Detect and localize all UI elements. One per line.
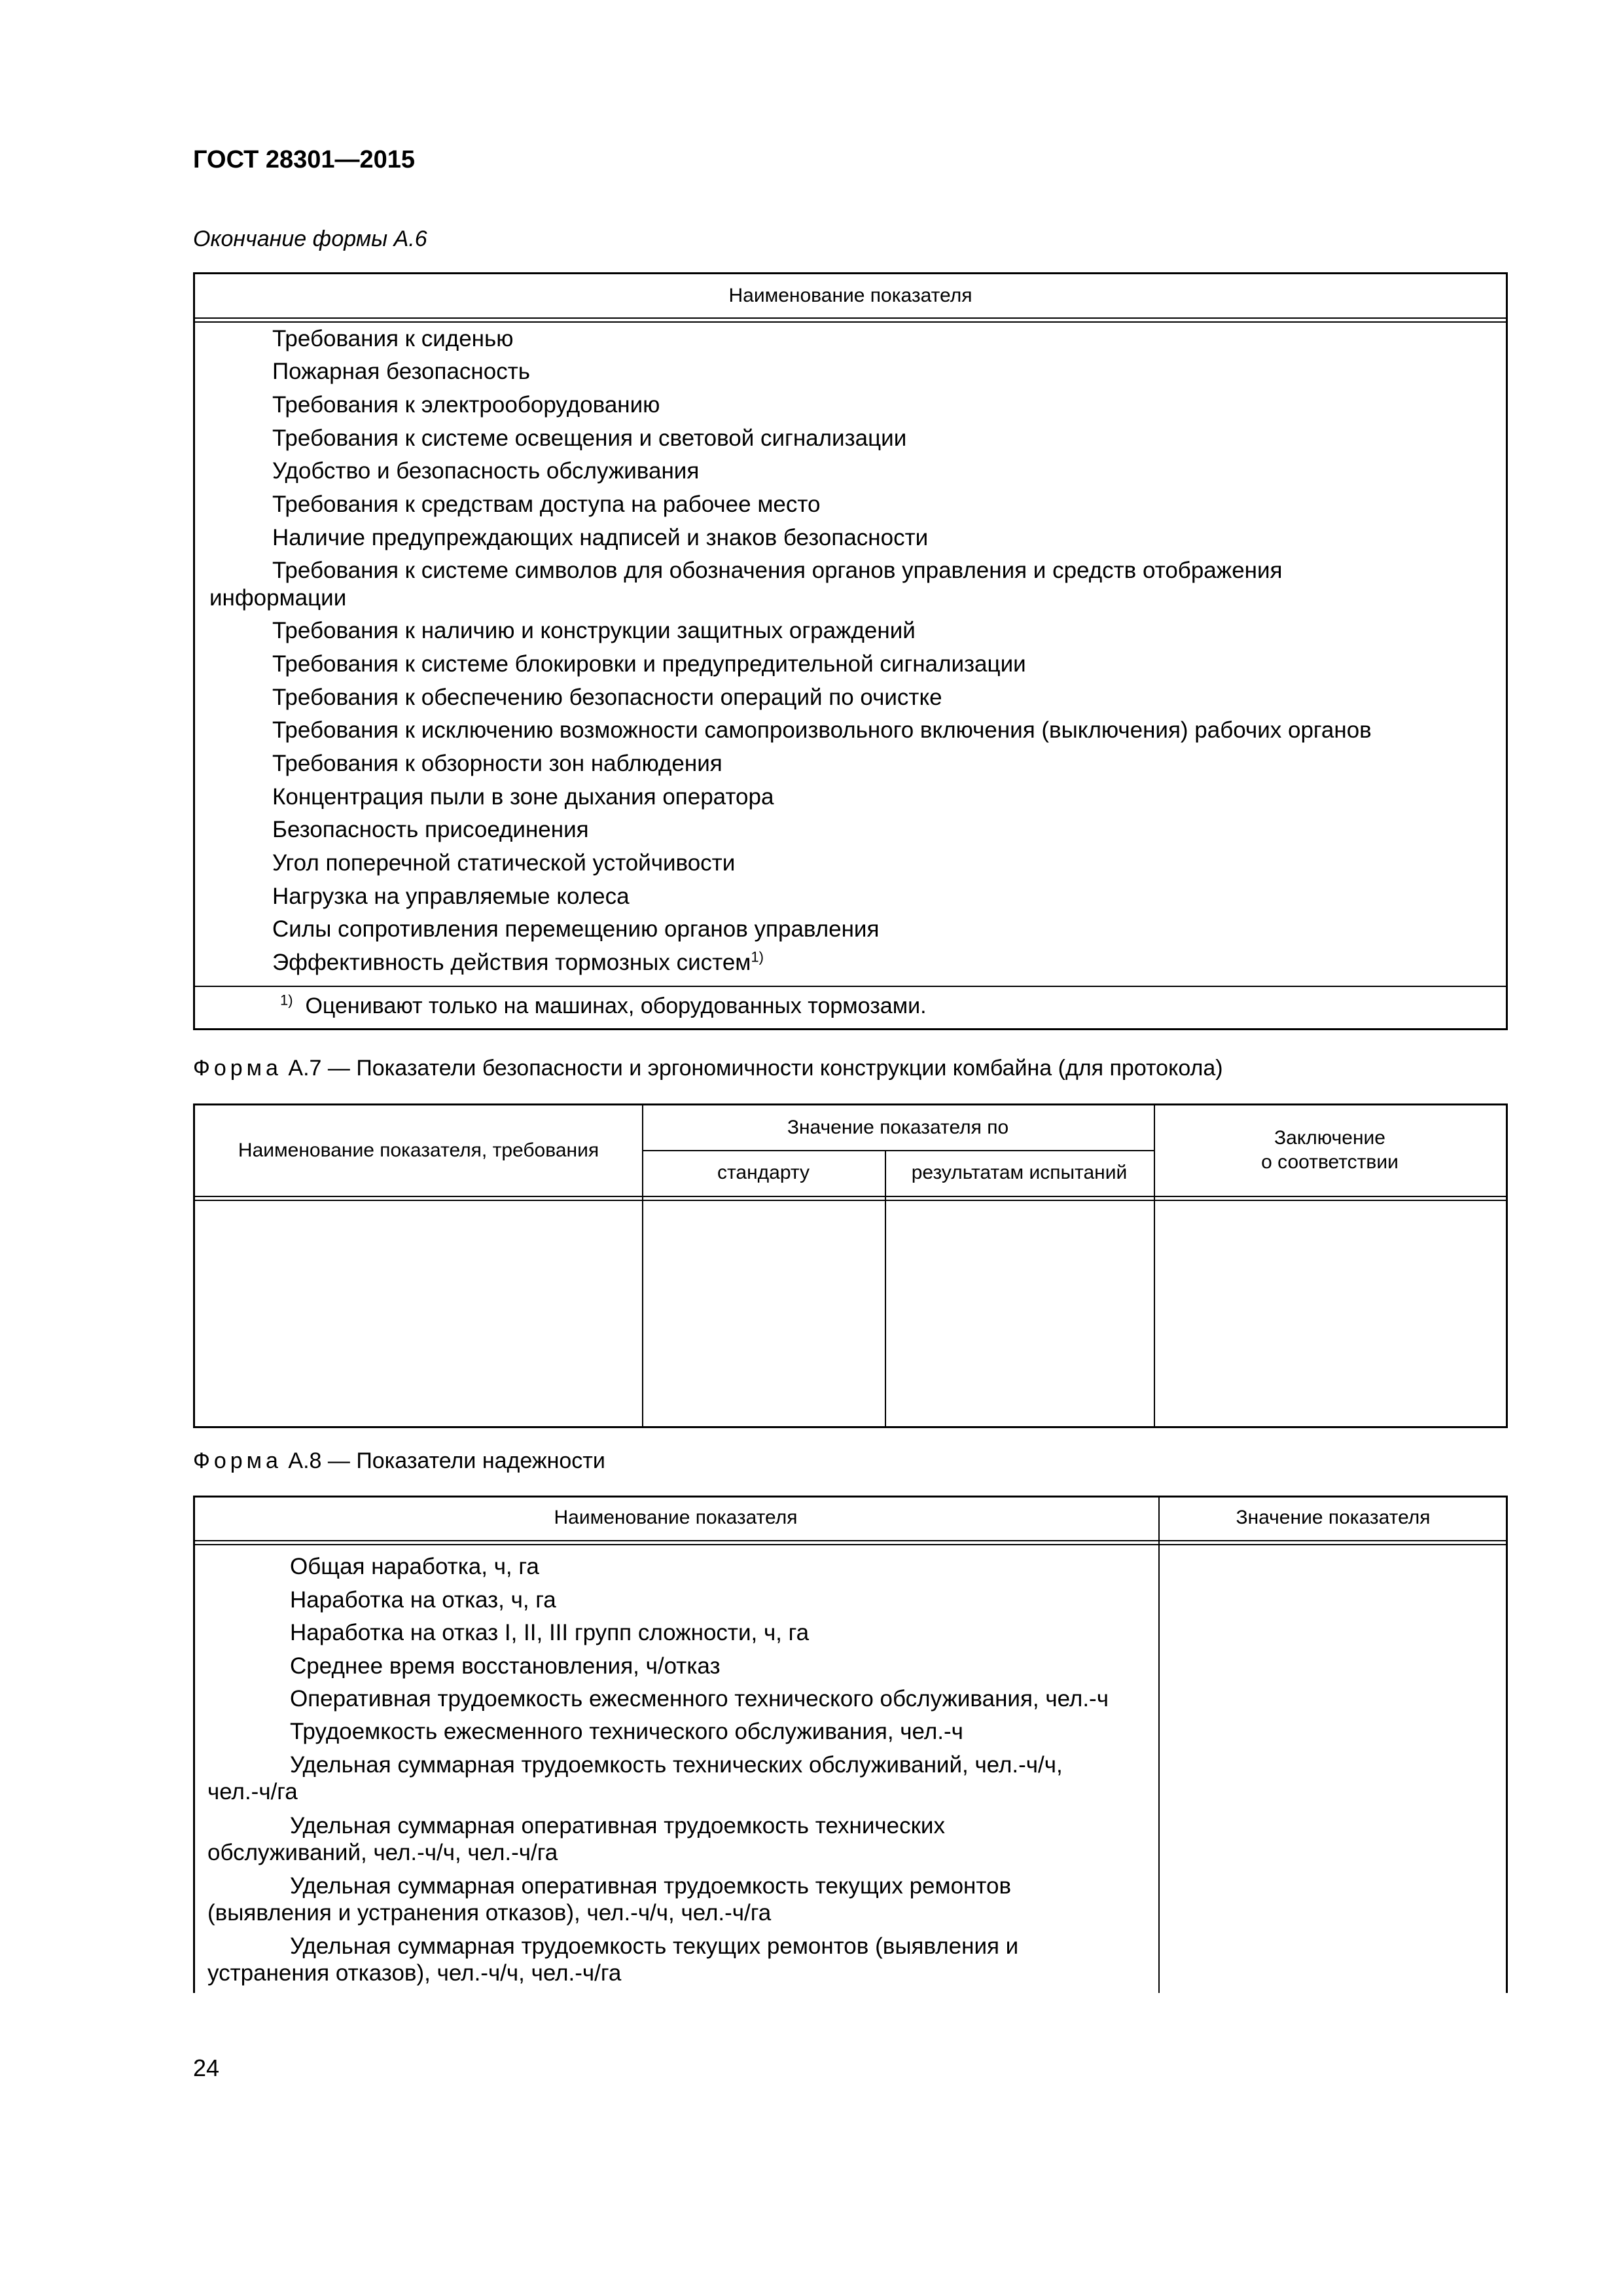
header-divider <box>195 317 1506 319</box>
list-item: Требования к системе символов для обозначения органов управления и средств отображения <box>272 558 1283 583</box>
form-word: Форма <box>193 1448 282 1473</box>
form-a8-title <box>193 1448 605 1475</box>
form-a6-continuation-caption: Окончание формы А.6 <box>193 226 427 251</box>
footnote-divider <box>195 986 1506 987</box>
header-divider <box>195 1200 1506 1201</box>
form-a7-title <box>193 1055 1223 1082</box>
list-item: Требования к электрооборудованию <box>272 392 660 418</box>
form-a7-col-results: результатам испытаний <box>911 1161 1128 1183</box>
table-row-continuation: чел.-ч/га <box>207 1779 298 1804</box>
table-row: Наработка на отказ, ч, га <box>290 1587 556 1613</box>
conclusion-line: о соответствии <box>1261 1151 1399 1173</box>
table-row: Удельная суммарная оперативная трудоемкость технических <box>290 1813 945 1839</box>
form-a7-col-standard: стандарту <box>717 1161 810 1183</box>
form-a8-title-text: А.8 — Показатели надежности <box>288 1448 605 1473</box>
list-item: Требования к средствам доступа на рабочее место <box>272 492 821 517</box>
list-item: Требования к сиденью <box>272 326 514 351</box>
form-a6-footnote <box>280 993 927 1019</box>
list-item: Требования к обзорности зон наблюдения <box>272 751 722 776</box>
document-code: ГОСТ 28301—2015 <box>193 146 416 173</box>
form-a7-col-name: Наименование показателя, требования <box>238 1139 599 1161</box>
form-a8-table <box>193 1496 1508 1993</box>
header-divider <box>195 321 1506 323</box>
table-row-continuation: обслуживаний, чел.-ч/ч, чел.-ч/га <box>207 1840 558 1865</box>
list-item <box>272 949 764 976</box>
table-row-continuation: (выявления и устранения отказов), чел.-ч/ч, чел.-ч/га <box>207 1900 772 1926</box>
footnote-mark: 1) <box>280 992 293 1009</box>
page-number: 24 <box>193 2054 220 2081</box>
list-item: Удобство и безопасность обслуживания <box>272 458 700 484</box>
form-a7-col-conclusion <box>1154 1105 1506 1196</box>
header-divider <box>195 1196 1506 1197</box>
form-word: Форма <box>193 1056 282 1081</box>
form-a7-col-value-group: Значение показателя по <box>787 1116 1009 1138</box>
table-row: Наработка на отказ I, II, III групп сложности, ч, га <box>290 1620 810 1645</box>
list-item: Угол поперечной статической устойчивости <box>272 850 736 876</box>
table-row: Среднее время восстановления, ч/отказ <box>290 1653 721 1679</box>
list-item: Силы сопротивления перемещению органов управления <box>272 916 880 942</box>
table-row: Удельная суммарная оперативная трудоемкость текущих ремонтов <box>290 1873 1012 1899</box>
header-divider <box>193 1544 1508 1545</box>
table-row: Общая наработка, ч, га <box>290 1554 539 1579</box>
list-item: Безопасность присоединения <box>272 817 589 842</box>
form-a7-title-text: А.7 — Показатели безопасности и эргономичности конструкции комбайна (для протокола) <box>288 1056 1223 1081</box>
form-a8-col-name: Наименование показателя <box>554 1506 798 1528</box>
form-a8-col-value: Значение показателя <box>1236 1506 1431 1528</box>
form-a6-column-header: Наименование показателя <box>728 284 972 306</box>
conclusion-line: Заключение <box>1274 1127 1385 1149</box>
list-item-continuation: информации <box>209 585 347 611</box>
form-a6-table <box>193 272 1508 1030</box>
list-item: Наличие предупреждающих надписей и знаков безопасности <box>272 525 929 550</box>
list-item: Требования к системе освещения и световой сигнализации <box>272 425 907 451</box>
table-border-right <box>1506 1496 1508 1993</box>
table-row: Трудоемкость ежесменного технического обслуживания, чел.-ч <box>290 1719 963 1744</box>
list-item: Пожарная безопасность <box>272 359 530 384</box>
list-item: Требования к обеспечению безопасности операций по очистке <box>272 685 942 710</box>
table-row: Оперативная трудоемкость ежесменного технического обслуживания, чел.-ч <box>290 1686 1109 1712</box>
table-row-continuation: устранения отказов), чел.-ч/ч, чел.-ч/га <box>207 1960 622 1986</box>
list-item: Требования к исключению возможности самопроизвольного включения (выключения) рабочих органов <box>272 717 1372 743</box>
list-item: Требования к наличию и конструкции защитных ограждений <box>272 618 916 643</box>
list-item-text: Эффективность действия тормозных систем <box>272 950 751 975</box>
list-item: Нагрузка на управляемые колеса <box>272 884 630 909</box>
list-item: Концентрация пыли в зоне дыхания оператора <box>272 784 774 810</box>
footnote-text: Оценивают только на машинах, оборудованных тормозами. <box>305 994 927 1018</box>
list-item: Требования к системе блокировки и предупредительной сигнализации <box>272 651 1026 677</box>
header-divider <box>193 1540 1508 1541</box>
table-row: Удельная суммарная трудоемкость технических обслуживаний, чел.-ч/ч, <box>290 1752 1063 1778</box>
column-divider <box>1158 1496 1160 1993</box>
form-a7-table <box>193 1103 1508 1428</box>
footnote-ref: 1) <box>751 948 764 965</box>
table-border-left <box>193 1496 195 1993</box>
table-row: Удельная суммарная трудоемкость текущих ремонтов (выявления и <box>290 1933 1019 1959</box>
